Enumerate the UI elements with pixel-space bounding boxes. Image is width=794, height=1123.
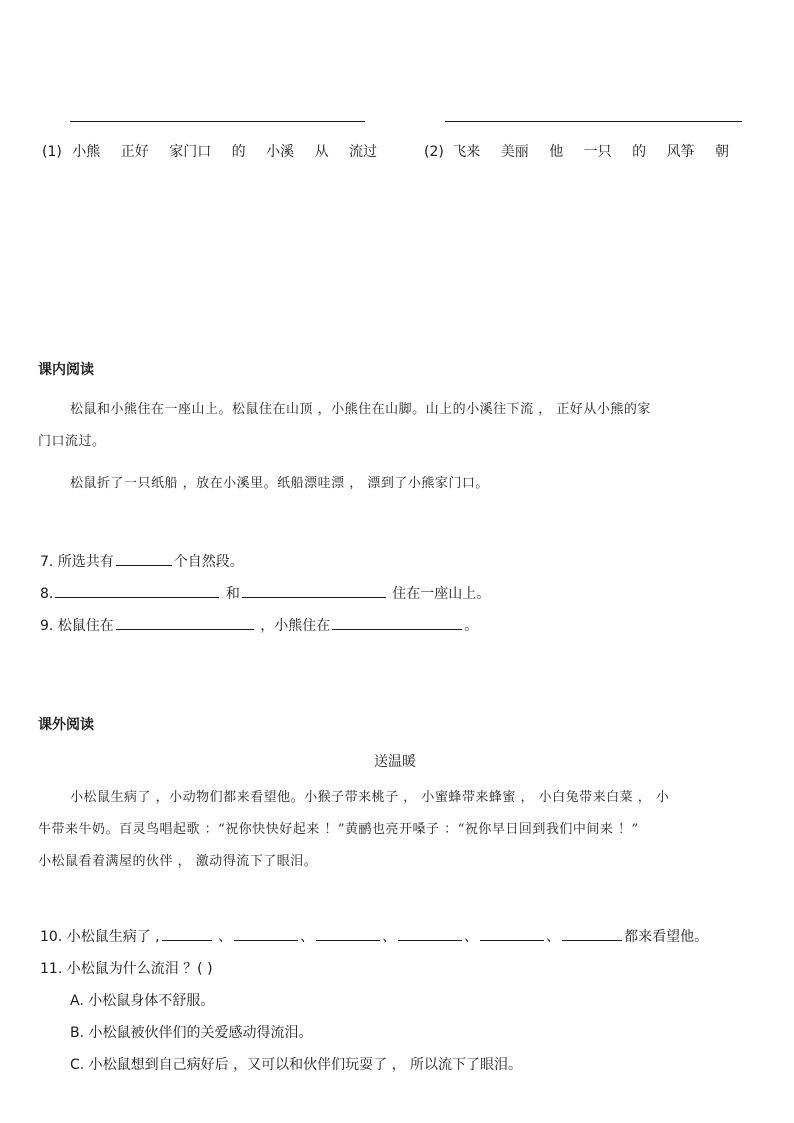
order-item-1-num: (1) xyxy=(42,144,62,160)
answer-blank[interactable] xyxy=(332,615,462,630)
option-a[interactable]: A. 小松鼠身体不舒服。 xyxy=(70,993,215,1009)
answer-blank[interactable] xyxy=(480,926,544,941)
word: 他 xyxy=(549,144,564,160)
answer-blank[interactable] xyxy=(55,583,219,598)
option-b[interactable]: B. 小松鼠被伙伴们的关爱感动得流泪。 xyxy=(70,1025,313,1041)
question-7-prefix: 7. 所选共有 xyxy=(40,554,114,570)
question-8-prefix: 8. xyxy=(40,586,54,602)
answer-line-2[interactable] xyxy=(445,121,742,122)
answer-blank[interactable] xyxy=(242,583,386,598)
question-10-prefix: 10. 小松鼠生病了 , xyxy=(40,929,160,945)
answer-line-1[interactable] xyxy=(70,121,365,122)
answer-blank[interactable] xyxy=(116,615,254,630)
separator: 、 xyxy=(546,929,561,945)
passage-line: 松鼠和小熊住在一座山上。松鼠住在山顶 ，小熊住在山脚。山上的小溪往下流 ， 正好从小熊的家 xyxy=(70,402,651,417)
section-title-in-class: 课内阅读 xyxy=(38,362,94,378)
question-10 xyxy=(40,926,708,946)
order-item-1 xyxy=(42,141,377,161)
word: 的 xyxy=(632,144,647,160)
answer-blank[interactable] xyxy=(234,926,298,941)
question-11: 11. 小松鼠为什么流泪 ？( ) xyxy=(40,961,213,977)
separator: 、 xyxy=(464,929,479,945)
word: 小溪 xyxy=(266,144,295,160)
word: 流过 xyxy=(349,144,378,160)
word: 一只 xyxy=(583,144,612,160)
option-c[interactable]: C. 小松鼠想到自己病好后 ，又可以和伙伴们玩耍了 ， 所以流下了眼泪。 xyxy=(70,1057,523,1073)
passage-line: 小松鼠看着满屋的伙伴 ， 激动得流下了眼泪。 xyxy=(38,854,318,869)
answer-blank[interactable] xyxy=(162,926,212,941)
order-item-2 xyxy=(424,141,729,161)
question-8-suffix: 住在一座山上。 xyxy=(392,586,491,602)
word: 从 xyxy=(314,144,329,160)
question-8 xyxy=(40,583,490,603)
separator: 、 xyxy=(382,929,397,945)
answer-blank[interactable] xyxy=(562,926,622,941)
word: 风筝 xyxy=(666,144,695,160)
order-item-2-num: (2) xyxy=(424,144,444,160)
word: 家门口 xyxy=(169,144,212,160)
question-9-suffix: 。 xyxy=(464,618,479,634)
answer-blank[interactable] xyxy=(116,551,172,566)
word: 小熊 xyxy=(72,144,101,160)
question-7 xyxy=(40,551,244,571)
word: 美丽 xyxy=(500,144,529,160)
question-9-prefix: 9. 松鼠住在 xyxy=(40,618,114,634)
word: 正好 xyxy=(120,144,149,160)
question-9-mid: ，小熊住在 xyxy=(260,618,331,634)
passage-line: 松鼠折了一只纸船 ，放在小溪里。纸船漂哇漂 ， 漂到了小熊家门口。 xyxy=(70,476,489,491)
question-7-suffix: 个自然段。 xyxy=(173,554,244,570)
separator: 、 xyxy=(300,929,315,945)
passage-line: 门口流过。 xyxy=(38,434,106,449)
passage-line: 小松鼠生病了 ，小动物们都来看望他。小猴子带来桃子 ， 小蜜蜂带来蜂蜜 ， 小白兔带来白菜 ， 小 xyxy=(70,790,670,805)
section-title-extra: 课外阅读 xyxy=(38,717,94,733)
word: 朝 xyxy=(715,144,730,160)
question-10-suffix: 都来看望他。 xyxy=(624,929,709,945)
answer-blank[interactable] xyxy=(398,926,462,941)
question-9 xyxy=(40,615,478,635)
word: 的 xyxy=(231,144,246,160)
word: 飞来 xyxy=(452,144,481,160)
separator: 、 xyxy=(218,929,233,945)
question-8-mid: 和 xyxy=(225,586,240,602)
answer-blank[interactable] xyxy=(316,926,380,941)
passage-line: 牛带来牛奶。百灵鸟唱起歌 ：“祝你快快好起来 ！”黄鹂也亮开嗓子 ：“祝你早日回到我们中间来 ！” xyxy=(38,822,639,837)
story-title: 送温暖 xyxy=(374,754,416,770)
